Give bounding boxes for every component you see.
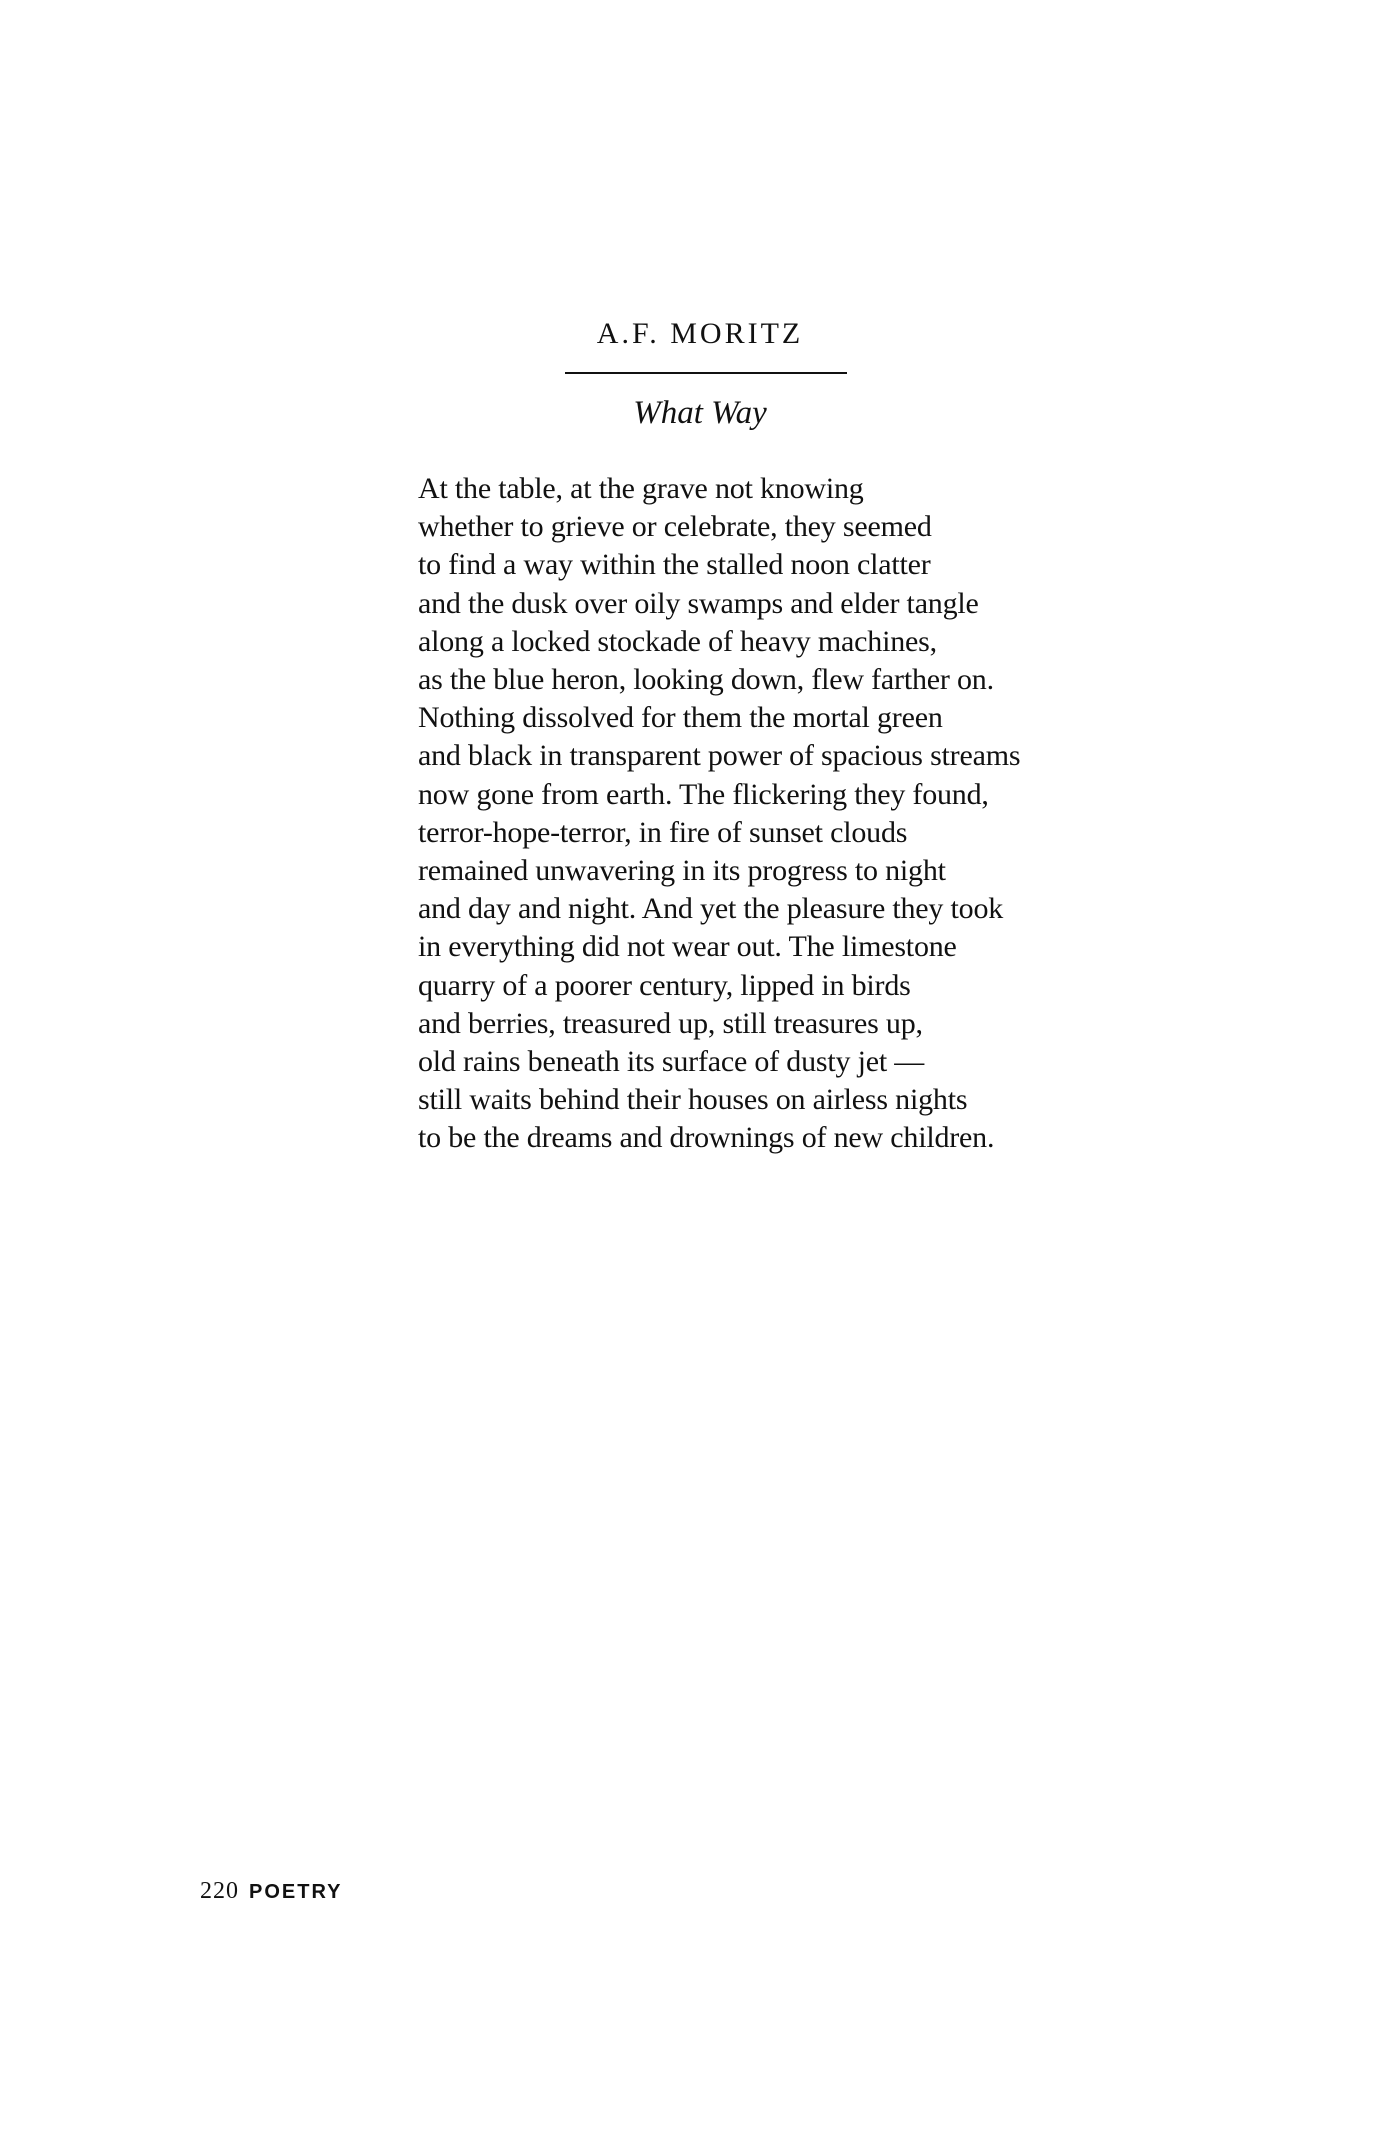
title-divider: [565, 372, 847, 374]
author-name: A.F. MORITZ: [596, 317, 804, 350]
journal-name: POETRY: [249, 1881, 343, 1903]
poem-line: in everything did not wear out. The limestone: [418, 930, 957, 964]
page-number: 220: [200, 1878, 239, 1904]
poem-line: as the blue heron, looking down, flew farther on.: [418, 663, 994, 697]
poem-line: quarry of a poorer century, lipped in birds: [418, 968, 911, 1002]
poem-line: to find a way within the stalled noon clatter: [418, 548, 931, 582]
poem-line: At the table, at the grave not knowing: [418, 472, 864, 505]
poem-title: What Way: [633, 395, 767, 431]
poem-line: along a locked stockade of heavy machines,: [418, 624, 937, 658]
poem-line: still waits behind their houses on airless nights: [418, 1083, 968, 1117]
poem-line: and day and night. And yet the pleasure they took: [418, 892, 1004, 926]
poem-line: terror-hope-terror, in fire of sunset clouds: [418, 815, 908, 849]
poem-line: remained unwavering in its progress to night: [418, 854, 946, 888]
poem-line: and berries, treasured up, still treasures up,: [418, 1006, 923, 1040]
poem-line: Nothing dissolved for them the mortal green: [418, 701, 943, 735]
page-footer: [200, 1878, 343, 1905]
poem-line: old rains beneath its surface of dusty jet —: [418, 1045, 925, 1079]
poem-line: now gone from earth. The flickering they found,: [418, 777, 989, 811]
poem-line: and the dusk over oily swamps and elder tangle: [418, 586, 979, 620]
poem-body: [418, 470, 1118, 1158]
poem-line: whether to grieve or celebrate, they seemed: [418, 510, 932, 544]
poem-line: and black in transparent power of spacious streams: [418, 739, 1021, 773]
poem-line: to be the dreams and drownings of new children.: [418, 1121, 995, 1155]
